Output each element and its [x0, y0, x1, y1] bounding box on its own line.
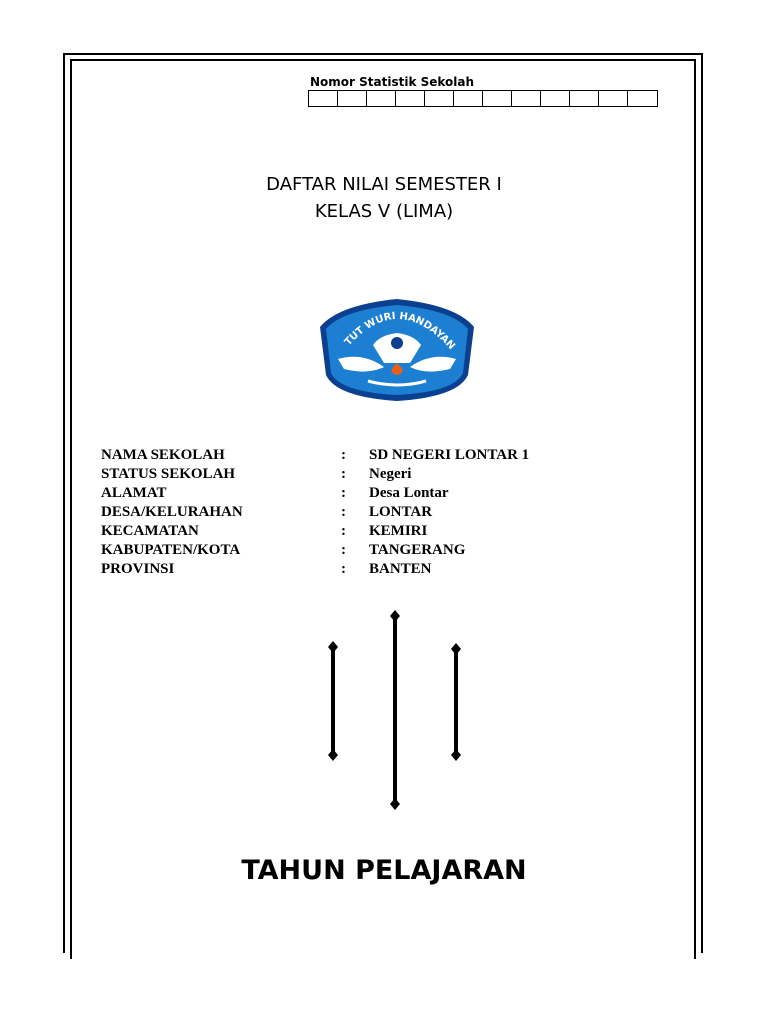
- info-value: SD NEGERI LONTAR 1: [369, 447, 530, 463]
- nss-input-boxes: [308, 90, 658, 107]
- nss-digit-box: [599, 91, 628, 106]
- ornament-line-right: [451, 643, 461, 761]
- info-row-kabupaten-kota: [101, 541, 529, 560]
- info-label: STATUS SEKOLAH: [101, 466, 236, 482]
- info-value: BANTEN: [369, 561, 432, 577]
- nss-label: Nomor Statistik Sekolah: [310, 75, 475, 89]
- nss-digit-box: [309, 91, 338, 106]
- nss-digit-box: [628, 91, 657, 106]
- info-value: Desa Lontar: [369, 485, 449, 501]
- info-value: TANGERANG: [369, 542, 466, 558]
- info-separator: :: [341, 466, 346, 482]
- decorative-vertical-lines: [320, 610, 470, 810]
- info-label: KECAMATAN: [101, 523, 199, 539]
- academic-year-title: TAHUN PELAJARAN: [241, 855, 527, 886]
- ornament-line-center: [390, 610, 400, 810]
- nss-digit-box: [454, 91, 483, 106]
- info-row-nama-sekolah: [101, 446, 529, 465]
- info-separator: :: [341, 523, 346, 539]
- nss-digit-box: [541, 91, 570, 106]
- info-separator: :: [341, 542, 346, 558]
- info-row-desa-kelurahan: [101, 503, 529, 522]
- info-row-alamat: [101, 484, 529, 503]
- info-row-status-sekolah: [101, 465, 529, 484]
- nss-digit-box: [338, 91, 367, 106]
- nss-digit-box: [512, 91, 541, 106]
- document-title-line2: KELAS V (LIMA): [314, 201, 454, 222]
- info-label: ALAMAT: [101, 485, 167, 501]
- info-separator: :: [341, 485, 346, 501]
- nss-digit-box: [483, 91, 512, 106]
- info-row-provinsi: [101, 560, 529, 579]
- info-label: KABUPATEN/KOTA: [101, 542, 241, 558]
- nss-digit-box: [570, 91, 599, 106]
- school-info-table: [101, 446, 529, 579]
- tut-wuri-handayani-logo: [318, 297, 476, 401]
- nss-digit-box: [425, 91, 454, 106]
- ornament-line-left: [328, 641, 338, 761]
- info-separator: :: [341, 447, 346, 463]
- info-row-kecamatan: [101, 522, 529, 541]
- info-value: KEMIRI: [369, 523, 428, 539]
- info-value: Negeri: [369, 466, 412, 482]
- info-label: PROVINSI: [101, 561, 175, 577]
- svg-text:TUT WURI HANDAYANI: TUT WURI HANDAYAN: [342, 310, 457, 352]
- document-title-line1: DAFTAR NILAI SEMESTER I: [266, 174, 502, 195]
- nss-digit-box: [396, 91, 425, 106]
- info-value: LONTAR: [369, 504, 433, 520]
- info-label: NAMA SEKOLAH: [101, 447, 225, 463]
- info-separator: :: [341, 504, 346, 520]
- info-label: DESA/KELURAHAN: [101, 504, 243, 520]
- nss-digit-box: [367, 91, 396, 106]
- info-separator: :: [341, 561, 346, 577]
